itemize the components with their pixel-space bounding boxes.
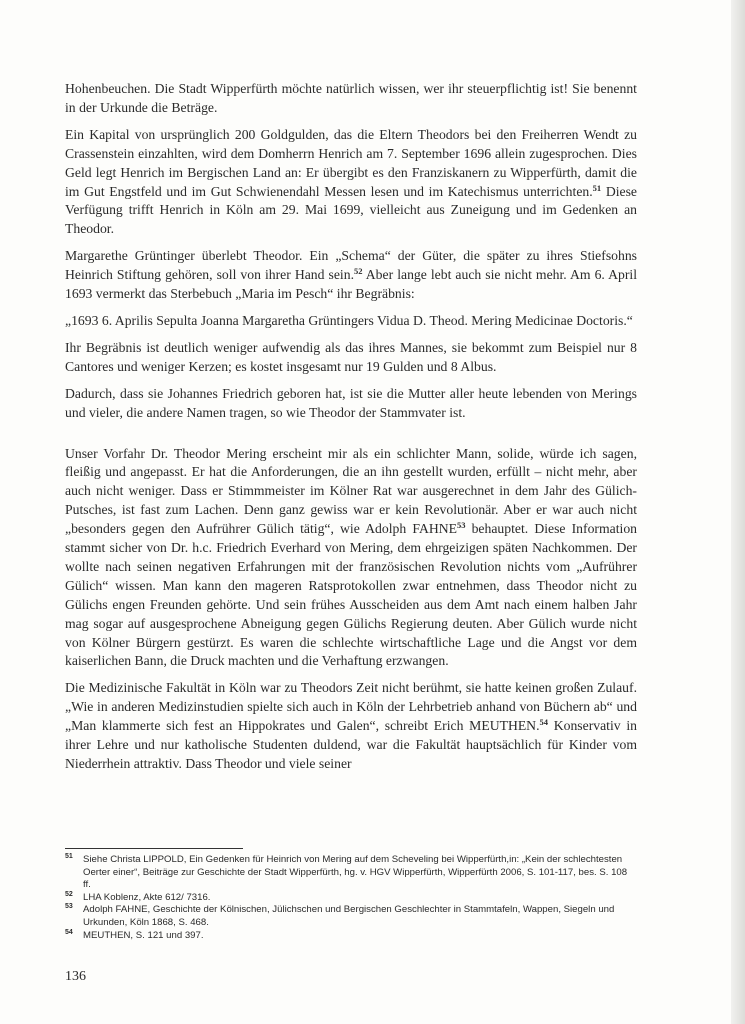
footnote-number: 51 <box>65 853 73 860</box>
paragraph-text: Die Medizinische Fakultät in Köln war zu Theodors Zeit nicht berühmt, sie hatte keinen großen Zulauf. „Wie in anderen Medizinstudien spielte sich auch in Köln der Lehrbetrieb anhand von Büchern ab“ und „Man klammerte sich fest an Hippokrates und Galen“, schreibt Erich MEUTHEN. <box>65 680 637 734</box>
footnote <box>65 904 637 929</box>
footnote-ref[interactable]: 51 <box>592 182 602 193</box>
paragraph <box>65 126 637 239</box>
paragraph-text: Ihr Begräbnis ist deutlich weniger aufwendig als das ihres Mannes, sie bekommt zum Beispiel nur 8 Cantores und weniger Kerzen; es kostet insgesamt nur 19 Gulden und 8 Albus. <box>65 339 637 374</box>
paragraph-text: Hohenbeuchen. Die Stadt Wipperfürth möchte natürlich wissen, wer ihr steuerpflichtig ist! Sie benennt in der Urkunde die Beträge. <box>65 81 637 115</box>
footnote-number: 54 <box>65 928 73 936</box>
paragraph <box>65 339 637 377</box>
footnote <box>65 930 637 943</box>
paragraph-text: Konservativ in ihrer Lehre und nur katholische Studenten duldend, war die Fakultät hauptsächlich für Kinder vom Niederrhein attraktiv. Dass Theodor und viele seiner <box>65 718 637 771</box>
footnote-text: LHA Koblenz, Akte 612/ 7316. <box>83 891 211 903</box>
paragraph-text: „1693 6. Aprilis Sepulta Joanna Margaretha Grüntingers Vidua D. Theod. Mering Medicinae Doctoris.“ <box>65 312 633 328</box>
footnotes <box>65 854 637 942</box>
paragraph-text: Unser Vorfahr Dr. Theodor Mering erscheint mir als ein schlichter Mann, solide, würde ich sagen, fleißig und angepasst. Er hat die Anforderungen, die an ihn gestellt wurden, erfüllt – nicht mehr, aber auch nicht weniger. Dass er Stimmmeister im Kölner Rat war ausgerechnet in dem Jahr des Gülich-Putsches, ist fast zum Lachen. Denn ganz gewiss war er kein Revolutionär. Aber er war auch nicht „besonders gegen den Aufrührer Gülich tätig“, wie Adolph FAHNE <box>65 445 637 537</box>
footnote <box>65 892 637 905</box>
footnote <box>65 854 637 892</box>
paragraph-text: Diese Verfügung trifft Henrich in Köln am 29. Mai 1699, vielleicht aus Zuneigung und im Gedenken an Theodor. <box>65 183 637 237</box>
body-text <box>65 80 637 782</box>
footnote-number: 53 <box>65 903 73 911</box>
paragraph-text: Aber lange lebt auch sie nicht mehr. Am 6. April 1693 vermerkt das Sterbebuch „Maria im Pesch“ ihr Begräbnis: <box>65 267 638 302</box>
paragraph <box>65 445 637 672</box>
paragraph <box>65 385 637 423</box>
paragraph-text: behauptet. Diese Information stammt sicher von Dr. h.c. Friedrich Everhard von Mering, dem ehrgeizigen späten Nachkommen. Der wollte nach seinen negativen Erfahrungen mit der französischen Revolution nichts vom „Aufrührer Gülich“ wissen. Man kann den mageren Ratsprotokollen zwar entnehmen, dass Theodor nicht zu Gülichs engen Freunden gehörte. Und sein frühes Ausscheiden aus dem Amt nach einem halben Jahr mag sogar auf ausgesprochene Abneigung gegen Gülichs Regierung deuten. Aber Gülich wurde nicht von Kölner Bürgern gestürzt. Es waren die schlechte wirtschaftliche Lage und die Angst vor dem kaiserlichen Bann, die Druck machten und die Verhaftung erzwangen. <box>65 521 638 669</box>
footnote-number: 52 <box>65 890 73 898</box>
paragraph-text: Ein Kapital von ursprünglich 200 Goldgulden, das die Eltern Theodors bei den Freiherren Wendt zu Crassenstein einzahlten, wird dem Domherrn Henrich am 7. September 1696 allein zugesprochen. Dies Geld legt Henrich im Bergischen Land an: Er übergibt es den Franziskanern zu Wipperfürth, damit die im Gut Engstfeld und im Gut Schwienendahl Messen lesen und im Katechismus unterrichten. <box>65 126 637 199</box>
paragraph <box>65 80 637 118</box>
paragraph-text: Margarethe Grüntinger überlebt Theodor. Ein „Schema“ der Güter, die später zu ihres Stiefsohns Heinrich Stiftung gehören, soll von ihrer Hand sein. <box>65 248 637 283</box>
footnote-ref[interactable]: 54 <box>539 717 548 728</box>
footnote-text: Siehe Christa LIPPOLD, Ein Gedenken für Heinrich von Mering auf dem Scheveling bei Wipperfürth,in: „Kein der schlechtesten Oerter einer“, Beiträge zur Geschichte der Stadt Wipperfürth, hg. v. HGV Wipperfürth, Wipperfürth 2006, S. 101-117, bes. S. 108 ff. <box>83 854 628 891</box>
footnote-text: Adolph FAHNE, Geschichte der Kölnischen, Jülichschen und Bergischen Geschlechter in Stammtafeln, Wappen, Siegeln und Urkunden, Köln 1868, S. 468. <box>83 904 615 928</box>
footnote-ref[interactable]: 52 <box>354 266 363 277</box>
page-number: 136 <box>65 969 86 984</box>
footnote-ref[interactable]: 53 <box>456 520 466 531</box>
paragraph-text: Dadurch, dass sie Johannes Friedrich geboren hat, ist sie die Mutter aller heute lebenden von Merings und vieler, die andere Namen tragen, so wie Theodor der Stammvater ist. <box>65 385 637 420</box>
paragraph <box>65 679 637 774</box>
footnote-divider <box>65 848 243 849</box>
page-edge-shadow <box>731 0 745 1024</box>
footnote-text: MEUTHEN, S. 121 und 397. <box>83 929 204 941</box>
quote-paragraph <box>65 312 637 331</box>
paragraph <box>65 247 637 304</box>
